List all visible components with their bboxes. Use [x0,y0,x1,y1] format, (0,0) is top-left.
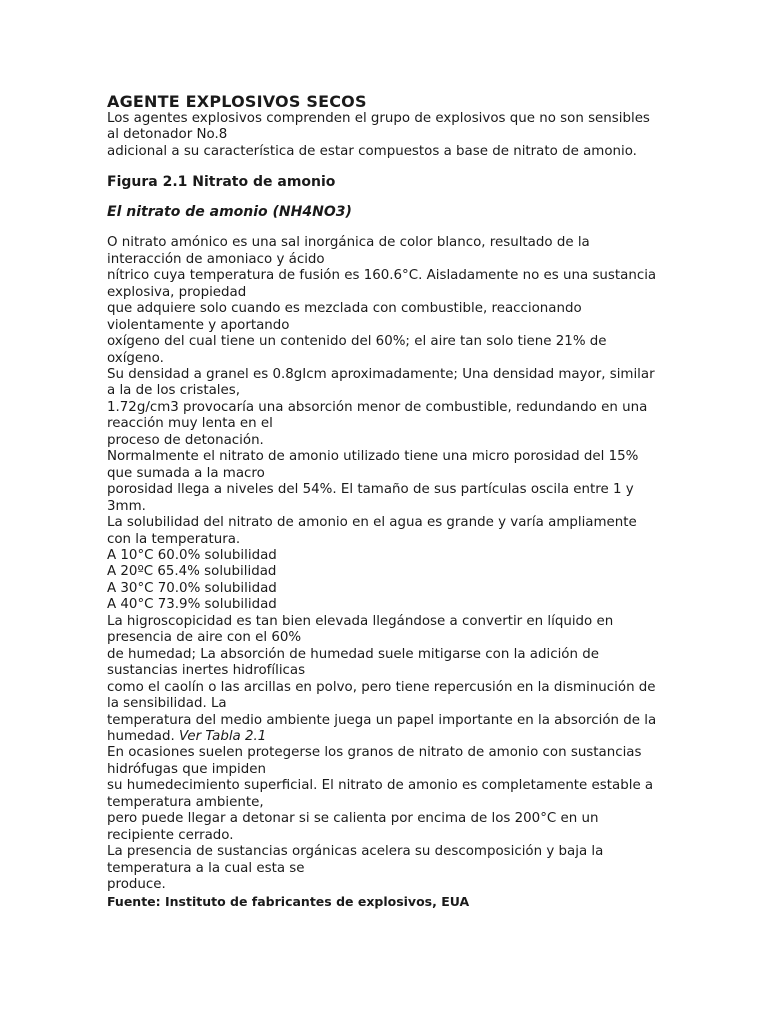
body-line: En ocasiones suelen protegerse los granos de nitrato de amonio con sustancias hidrófugas que impiden [107,745,642,777]
body-line: nítrico cuya temperatura de fusión es 160.6°C. Aisladamente no es una sustancia explosiva, propiedad [107,268,657,300]
solubility-row: A 30°C 70.0% solubilidad [107,580,277,596]
intro-line: Los agentes explosivos comprenden el grupo de explosivos que no son sensibles al detonador No.8 [107,111,650,143]
body-line: de humedad; La absorción de humedad suele mitigarse con la adición de sustancias inertes hidrofílicas [107,646,599,679]
body-line: produce. [107,877,166,893]
temperature-line [107,713,663,746]
section-title: El nitrato de amonio (NH4NO3) [107,204,352,221]
body-line: La solubilidad del nitrato de amonio en el agua es grande y varía ampliamente con la temperatura. [107,515,637,547]
solubility-row: A 20ºC 65.4% solubilidad [107,564,277,580]
temperature-line-text: temperatura del medio ambiente juega un papel importante en la absorción de la humedad. [107,712,657,744]
body-line: 1.72g/cm3 provocaría una absorción menor de combustible, redundando en una reacción muy lenta en el [107,399,648,432]
body-line: su humedecimiento superficial. El nitrato de amonio es completamente estable a temperatura ambiente, [107,778,654,810]
body-line: Normalmente el nitrato de amonio utilizado tiene una micro porosidad del 15% que sumada a la macro [107,449,639,481]
body-line: porosidad llega a niveles del 54%. El tamaño de sus partículas oscila entre 1 y 3mm. [107,482,634,514]
document-title: AGENTE EXPLOSIVOS SECOS [107,92,367,111]
body-line: La higroscopicidad es tan bien elevada llegándose a convertir en líquido en presencia de aire con el 60% [107,613,614,646]
solubility-row: A 10°C 60.0% solubilidad [107,547,277,563]
document-page [107,92,663,923]
body-line: oxígeno del cual tiene un contenido del 60%; el aire tan solo tiene 21% de oxígeno. [107,334,607,366]
source-note: Fuente: Instituto de fabricantes de explosivos, EUA [107,894,470,910]
body-line: Su densidad a granel es 0.8gIcm aproximadamente; Una densidad mayor, similar a la de los cristales, [107,366,655,399]
body-line: pero puede llegar a detonar si se calienta por encima de los 200°C en un recipiente cerrado. [107,811,599,843]
body-line: como el caolín o las arcillas en polvo, pero tiene repercusión en la disminución de la sensibilidad. La [107,679,656,712]
table-reference: Ver Tabla 2.1 [178,728,267,744]
body-line: O nitrato amónico es una sal inorgánica de color blanco, resultado de la interacción de amoniaco y ácido [107,235,590,267]
body-line: proceso de detonación. [107,432,264,448]
figure-caption: Figura 2.1 Nitrato de amonio [107,174,336,191]
body-line: La presencia de sustancias orgánicas acelera su descomposición y baja la temperatura a la cual esta se [107,844,604,876]
intro-line: adicional a su característica de estar compuestos a base de nitrato de amonio. [107,143,637,159]
solubility-row: A 40°C 73.9% solubilidad [107,597,277,613]
body-line: que adquiere solo cuando es mezclada con combustible, reaccionando violentamente y aportando [107,301,582,333]
